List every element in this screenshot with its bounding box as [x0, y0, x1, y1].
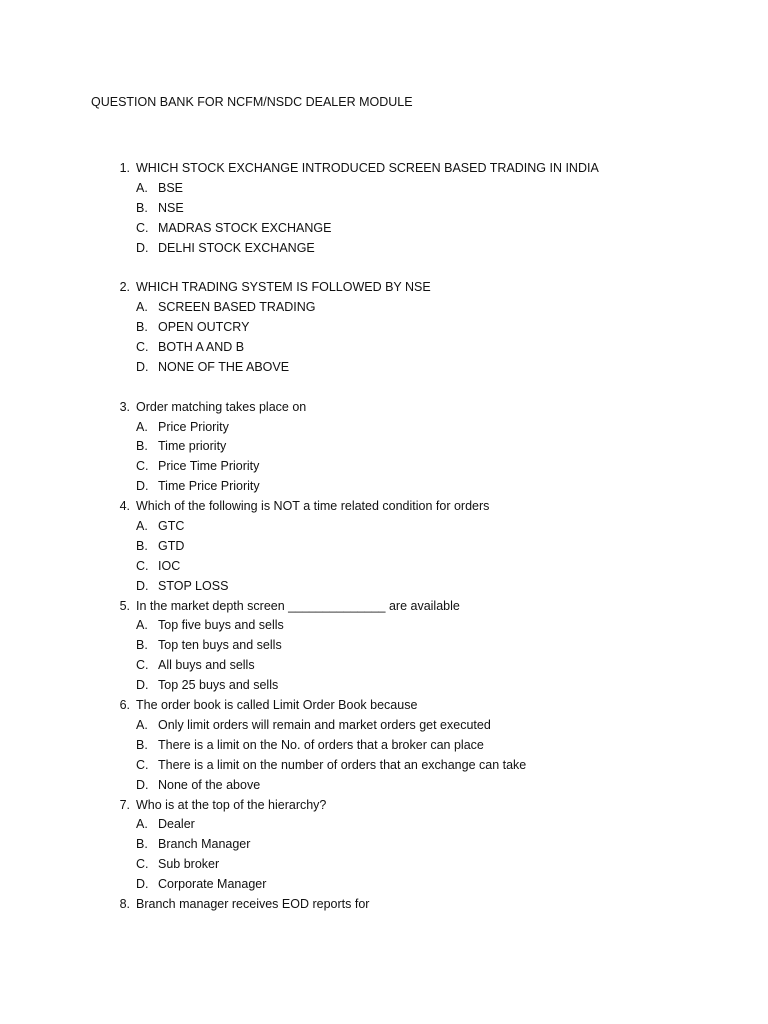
option-text: DELHI STOCK EXCHANGE: [158, 240, 315, 255]
question-text: Which of the following is NOT a time related condition for orders: [136, 499, 490, 514]
option-text: Dealer: [158, 817, 195, 832]
answer-option: [0, 318, 768, 338]
answer-option: [0, 736, 768, 756]
option-label: B.: [136, 737, 148, 752]
question-stem: [0, 597, 768, 617]
question-text: Who is at the top of the hierarchy?: [136, 797, 327, 812]
question-number: 6.: [119, 698, 130, 713]
option-label: D.: [136, 578, 149, 593]
question-stem: [0, 159, 768, 179]
question-number: 5.: [119, 598, 130, 613]
option-text: Corporate Manager: [158, 877, 267, 892]
question-number: 1.: [119, 161, 130, 175]
answer-option: [0, 199, 768, 219]
document-title: QUESTION BANK FOR NCFM/NSDC DEALER MODULE: [91, 95, 413, 109]
option-label: A.: [136, 300, 148, 315]
question-stem: [0, 278, 768, 298]
option-text: BSE: [158, 180, 184, 195]
option-text: GTC: [158, 519, 185, 534]
option-text: Branch Manager: [158, 837, 251, 852]
question-text: In the market depth screen ______________ are available: [136, 598, 460, 613]
question-text: WHICH STOCK EXCHANGE INTRODUCED SCREEN BASED TRADING IN INDIA: [136, 161, 599, 175]
answer-option: [0, 338, 768, 358]
option-label: C.: [136, 658, 149, 673]
answer-option: [0, 716, 768, 736]
option-label: C.: [136, 857, 149, 872]
option-text: Time priority: [158, 439, 227, 454]
question-number: 4.: [119, 499, 130, 514]
option-text: All buys and sells: [158, 658, 255, 673]
answer-option: [0, 477, 768, 497]
question-8: [0, 895, 768, 915]
option-label: B.: [136, 320, 148, 335]
option-label: D.: [136, 479, 149, 494]
answer-option: [0, 418, 768, 438]
answer-option: [0, 179, 768, 199]
question-4: [0, 497, 768, 596]
option-text: BOTH A AND B: [158, 340, 245, 355]
option-label: A.: [136, 717, 148, 732]
option-text: Price Priority: [158, 419, 229, 434]
option-label: B.: [136, 538, 148, 553]
question-number: 7.: [119, 797, 130, 812]
question-1: [0, 159, 768, 258]
option-text: STOP LOSS: [158, 578, 229, 593]
question-text: Branch manager receives EOD reports for: [136, 896, 370, 911]
option-label: D.: [136, 877, 149, 892]
answer-option: [0, 855, 768, 875]
question-2: [0, 278, 768, 377]
question-stem: [0, 895, 768, 915]
option-label: B.: [136, 200, 148, 215]
option-label: D.: [136, 678, 149, 693]
option-text: Time Price Priority: [158, 479, 260, 494]
option-label: D.: [136, 240, 149, 255]
option-text: There is a limit on the number of orders that an exchange can take: [158, 757, 527, 772]
option-text: OPEN OUTCRY: [158, 320, 250, 335]
option-text: IOC: [158, 558, 181, 573]
question-3: [0, 398, 768, 497]
answer-option: [0, 835, 768, 855]
option-text: Top five buys and sells: [158, 618, 284, 633]
option-label: B.: [136, 439, 148, 454]
option-label: C.: [136, 558, 149, 573]
option-label: B.: [136, 837, 148, 852]
question-number: 8.: [119, 896, 130, 911]
answer-option: [0, 577, 768, 597]
question-7: [0, 796, 768, 895]
option-text: GTD: [158, 538, 185, 553]
option-label: C.: [136, 459, 149, 474]
answer-option: [0, 616, 768, 636]
blank-line: [0, 378, 768, 398]
answer-option: [0, 219, 768, 239]
option-label: D.: [136, 777, 149, 792]
question-text: Order matching takes place on: [136, 399, 307, 414]
answer-option: [0, 815, 768, 835]
answer-option: [0, 636, 768, 656]
blank-line: [0, 258, 768, 278]
option-text: NSE: [158, 200, 184, 215]
question-6: [0, 696, 768, 795]
option-label: A.: [136, 618, 148, 633]
answer-option: [0, 298, 768, 318]
answer-option: [0, 557, 768, 577]
answer-option: [0, 517, 768, 537]
option-label: A.: [136, 419, 148, 434]
option-text: None of the above: [158, 777, 261, 792]
option-label: B.: [136, 638, 148, 653]
option-label: C.: [136, 340, 149, 355]
answer-option: [0, 776, 768, 796]
answer-option: [0, 656, 768, 676]
answer-option: [0, 875, 768, 895]
answer-option: [0, 457, 768, 477]
option-label: A.: [136, 817, 148, 832]
question-5: [0, 597, 768, 696]
question-text: The order book is called Limit Order Book because: [136, 698, 418, 713]
option-label: C.: [136, 757, 149, 772]
question-list: [0, 159, 768, 915]
option-text: Top ten buys and sells: [158, 638, 282, 653]
option-label: A.: [136, 180, 148, 195]
option-text: Only limit orders will remain and market orders get executed: [158, 717, 491, 732]
answer-option: [0, 537, 768, 557]
option-text: Sub broker: [158, 857, 220, 872]
question-stem: [0, 696, 768, 716]
question-number: 2.: [119, 280, 130, 295]
option-text: SCREEN BASED TRADING: [158, 300, 316, 315]
option-text: NONE OF THE ABOVE: [158, 359, 290, 374]
answer-option: [0, 676, 768, 696]
option-label: C.: [136, 220, 149, 235]
option-text: MADRAS STOCK EXCHANGE: [158, 220, 332, 235]
question-stem: [0, 497, 768, 517]
answer-option: [0, 756, 768, 776]
option-label: D.: [136, 359, 149, 374]
question-stem: [0, 796, 768, 816]
option-label: A.: [136, 519, 148, 534]
question-number: 3.: [119, 399, 130, 414]
option-text: There is a limit on the No. of orders that a broker can place: [158, 737, 484, 752]
answer-option: [0, 437, 768, 457]
option-text: Price Time Priority: [158, 459, 260, 474]
question-text: WHICH TRADING SYSTEM IS FOLLOWED BY NSE: [136, 280, 431, 295]
question-stem: [0, 398, 768, 418]
option-text: Top 25 buys and sells: [158, 678, 279, 693]
answer-option: [0, 358, 768, 378]
answer-option: [0, 239, 768, 259]
